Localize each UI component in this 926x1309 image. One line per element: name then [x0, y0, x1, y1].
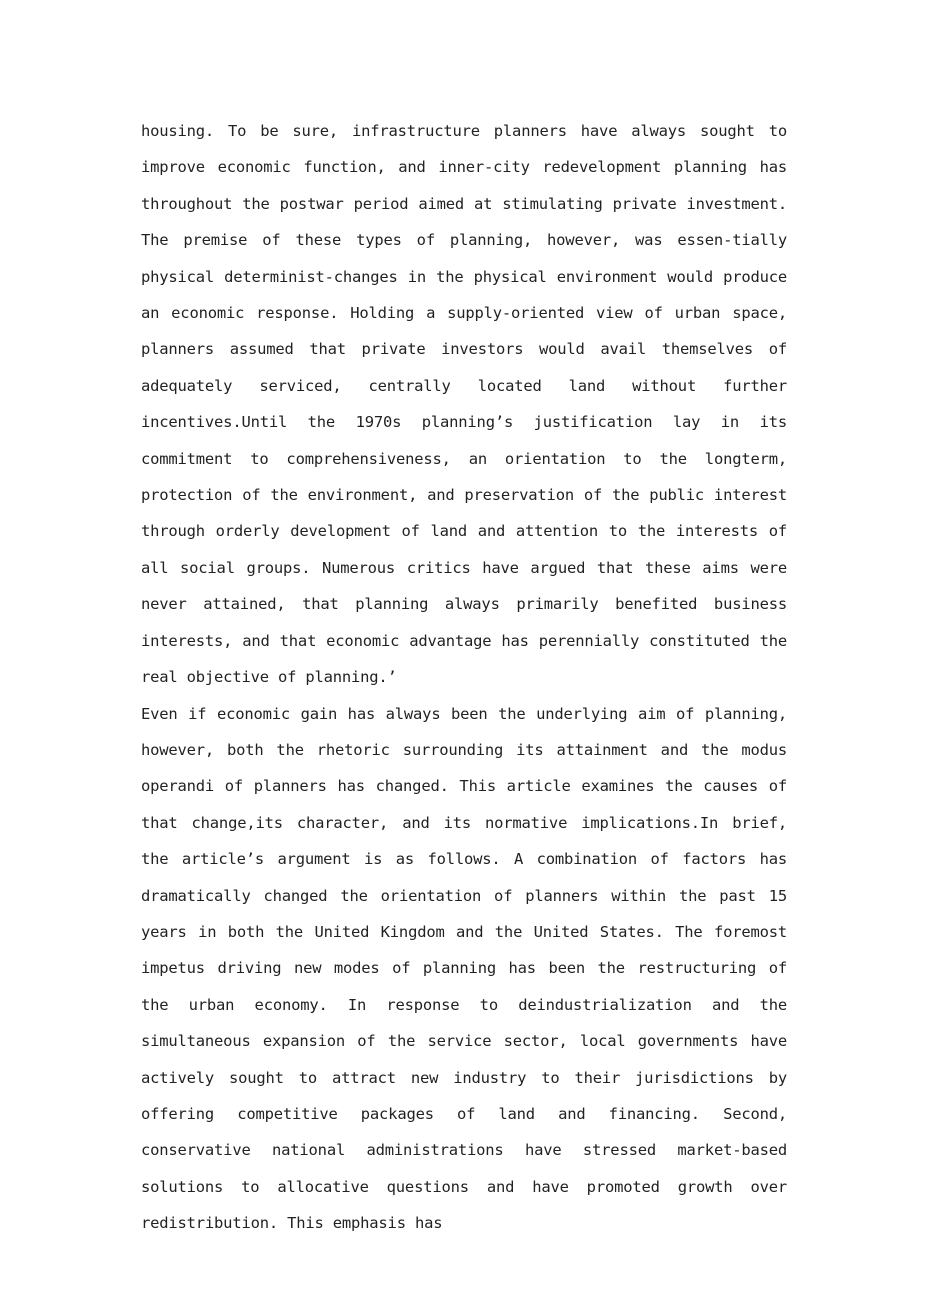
paragraph-1: housing. To be sure, infrastructure planners have always sought to improve economic function, and inner-city redevelopment planning has throughout the postwar period aimed at stimulating private investment. The premise of these types of planning, however, was essen-tially physical determinist-changes in the physical environment would produce an economic response. Holding a supply-oriented view of urban space, planners assumed that private investors would avail themselves of adequately serviced, centrally located land without further incentives.Until the 1970s planning’s justification lay in its commitment to comprehensiveness, an orientation to the longterm, protection of the environment, and preservation of the public interest through orderly development of land and attention to the interests of all social groups. Numerous critics have argued that these aims were never attained, that planning always primarily benefited business interests, and that economic advantage has perennially constituted the real objective of planning.’	[141, 122, 787, 687]
document-body	[141, 113, 787, 1242]
paragraph-2: Even if economic gain has always been the underlying aim of planning, however, both the rhetoric surrounding its attainment and the modus operandi of planners has changed. This article examines the causes of that change,its character, and its normative implications.In brief, the article’s argument is as follows. A combination of factors has dramatically changed the orientation of planners within the past 15 years in both the United Kingdom and the United States. The foremost impetus driving new modes of planning has been the restructuring of the urban economy. In response to deindustrialization and the simultaneous expansion of the service sector, local governments have actively sought to attract new industry to their jurisdictions by offering competitive packages of land and financing. Second, conservative national administrations have stressed market-based solutions to allocative questions and have promoted growth over redistribution. This emphasis has	[141, 704, 787, 1233]
